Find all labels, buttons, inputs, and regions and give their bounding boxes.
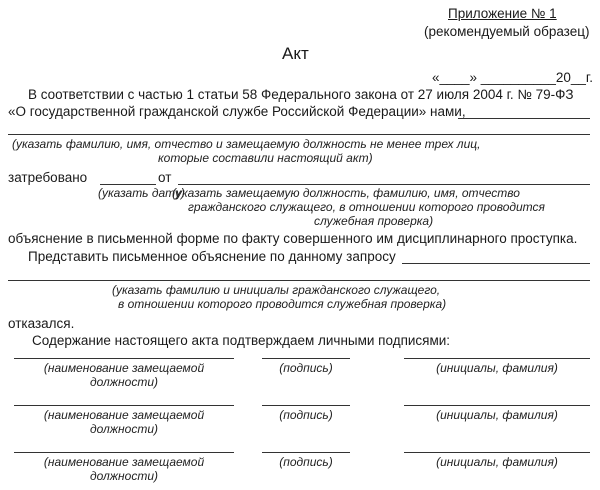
intro-hint-1: (указать фамилию, имя, отчество и замещаемую должность не менее трех лиц, [12, 137, 481, 151]
confirm-line: Содержание настоящего акта подтверждаем личными подписями: [32, 333, 451, 348]
position-line [14, 358, 234, 359]
position-line [14, 452, 234, 453]
intro-line-2: «О государственной гражданской службе Российской Федерации» нами, [8, 104, 466, 119]
position-line [14, 405, 234, 406]
signature-line [262, 405, 350, 406]
position-hint: (наименование замещаемой [43, 408, 205, 422]
position-hint-2: должности) [89, 422, 158, 436]
signature-hint: (подпись) [279, 455, 333, 469]
position-hint: (наименование замещаемой [43, 455, 205, 469]
employee-hint-2: в отношении которого проводится служебная проверка) [118, 297, 447, 311]
intro-line-1: В соответствии с частью 1 статьи 58 Федерального закона от 27 июля 2004 г. № 79-ФЗ [28, 87, 574, 102]
requested-person-hint-2: гражданского служащего, в отношении которого проводится [188, 200, 545, 214]
signature-line [262, 452, 350, 453]
intro-fill-line [458, 118, 590, 119]
appendix-title: Приложение № 1 [448, 6, 557, 21]
position-hint-2: должности) [89, 469, 158, 483]
position-hint: (наименование замещаемой [43, 361, 205, 375]
refused-text: отказался. [8, 316, 75, 331]
signature-hint: (подпись) [279, 408, 333, 422]
position-hint-2: должности) [89, 375, 158, 389]
signature-hint: (подпись) [279, 361, 333, 375]
requested-person-hint-1: (указать замещаемую должность, фамилию, имя, отчество [172, 186, 520, 200]
explanation-line: объяснение в письменной форме по факту совершенного им дисциплинарного проступка. [8, 231, 578, 246]
initials-hint: (инициалы, фамилия) [436, 455, 558, 469]
initials-line [404, 358, 590, 359]
initials-line [404, 405, 590, 406]
requested-label: затребовано [8, 170, 88, 185]
requested-date-line [100, 184, 156, 185]
employee-fill-line [8, 280, 590, 281]
requested-person-line [178, 184, 590, 185]
employee-hint-1: (указать фамилию и инициалы гражданского служащего, [112, 283, 441, 297]
requested-from-label: от [158, 170, 172, 185]
initials-hint: (инициалы, фамилия) [436, 408, 558, 422]
request-fill-line [402, 263, 590, 264]
document-title: Акт [282, 44, 309, 63]
requested-date-hint: (указать дату) [98, 186, 185, 200]
requested-person-hint-3: служебная проверка) [314, 214, 434, 228]
initials-hint: (инициалы, фамилия) [436, 361, 558, 375]
intro-hint-2: которые составили настоящий акт) [158, 151, 373, 165]
date-line: «____» __________20__г. [432, 70, 593, 85]
request-line: Представить письменное объяснение по данному запросу [28, 249, 396, 264]
names-fill-line [8, 134, 590, 135]
appendix-subtitle: (рекомендуемый образец) [424, 24, 590, 39]
signature-line [262, 358, 350, 359]
initials-line [404, 452, 590, 453]
